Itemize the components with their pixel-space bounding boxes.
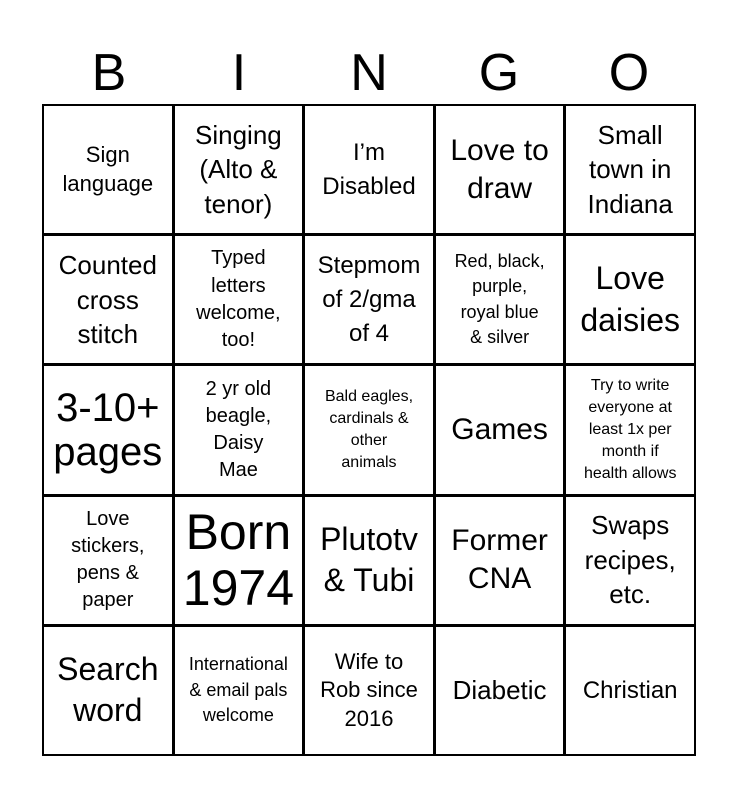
header-letter-o: O — [608, 44, 650, 102]
bingo-header — [44, 40, 694, 106]
header-letter-g: G — [478, 44, 520, 102]
bingo-cell-b1[interactable] — [44, 106, 172, 233]
bingo-cell-b2[interactable] — [44, 236, 172, 363]
bingo-cell-o1[interactable] — [566, 106, 694, 233]
cell-text: Love to draw — [450, 133, 549, 205]
cell-text: Love stickers, pens & paper — [71, 507, 145, 612]
cell-text: Swaps recipes, etc. — [584, 510, 676, 610]
bingo-cell-i2[interactable] — [175, 236, 303, 363]
cell-text: Plutotv & Tubi — [320, 520, 418, 599]
bingo-cell-g2[interactable] — [436, 236, 564, 363]
cell-text: Wife to Rob since 2016 — [320, 648, 418, 731]
bingo-cell-b3[interactable] — [44, 366, 172, 493]
bingo-cell-o4[interactable] — [566, 497, 694, 624]
cell-text: International & email pals welcome — [188, 654, 288, 726]
bingo-cell-i4[interactable] — [175, 497, 303, 624]
cell-text: Try to write everyone at least 1x per month if health allows — [583, 376, 677, 483]
bingo-cell-n4[interactable] — [305, 497, 433, 624]
cell-text: Stepmom of 2/gma of 4 — [317, 252, 421, 347]
cell-text: Counted cross stitch — [58, 249, 157, 350]
bingo-cell-g5[interactable] — [436, 627, 564, 754]
cell-text: Former CNA — [451, 524, 548, 596]
cell-text: Love daisies — [580, 260, 680, 338]
cell-text: Games — [451, 413, 548, 447]
bingo-cell-n3[interactable] — [305, 366, 433, 493]
cell-text: Small town in Indiana — [587, 119, 673, 219]
header-letter-n: N — [350, 44, 388, 102]
bingo-cell-o3[interactable] — [566, 366, 694, 493]
bingo-cell-g4[interactable] — [436, 497, 564, 624]
bingo-cell-b5[interactable] — [44, 627, 172, 754]
cell-text: Search word — [57, 650, 159, 729]
bingo-board — [42, 104, 696, 756]
bingo-cell-o2[interactable] — [566, 236, 694, 363]
bingo-cell-o5[interactable] — [566, 627, 694, 754]
cell-text: Singing (Alto & tenor) — [195, 119, 282, 219]
bingo-cell-n1[interactable] — [305, 106, 433, 233]
cell-text: 2 yr old beagle, Daisy Mae — [205, 377, 272, 482]
cell-text: Red, black, purple, royal blue & silver — [454, 250, 545, 348]
cell-text: Diabetic — [452, 675, 547, 706]
bingo-cell-n5[interactable] — [305, 627, 433, 754]
bingo-cell-i5[interactable] — [175, 627, 303, 754]
header-letter-i: I — [231, 44, 247, 102]
cell-text: Sign language — [62, 142, 154, 196]
cell-text: Typed letters welcome, too! — [196, 247, 281, 351]
bingo-cell-b4[interactable] — [44, 497, 172, 624]
cell-text: Bald eagles, cardinals & other animals — [324, 387, 414, 472]
bingo-cell-g1[interactable] — [436, 106, 564, 233]
bingo-cell-i3[interactable] — [175, 366, 303, 493]
cell-text: I’m Disabled — [322, 139, 416, 200]
cell-text: 3-10+ pages — [53, 385, 163, 474]
cell-text: Christian — [582, 676, 678, 704]
header-letter-b: B — [91, 44, 127, 102]
bingo-cell-n2[interactable] — [305, 236, 433, 363]
bingo-cell-g3[interactable] — [436, 366, 564, 493]
cell-text: Born 1974 — [182, 504, 294, 617]
bingo-cell-i1[interactable] — [175, 106, 303, 233]
